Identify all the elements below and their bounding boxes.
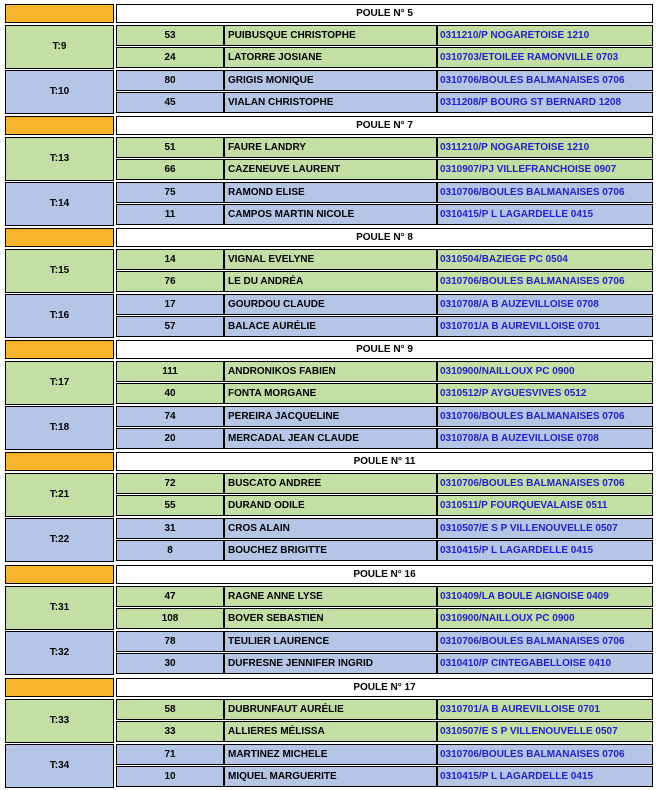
player-number: 76 <box>116 271 224 292</box>
poule-header-swatch <box>5 4 114 23</box>
poule-header-swatch <box>5 565 114 584</box>
player-club: 0310706/BOULES BALMANAISES 0706 <box>437 473 653 494</box>
player-number: 71 <box>116 744 224 765</box>
player-number: 24 <box>116 47 224 68</box>
player-name: RAGNE ANNE LYSE <box>224 586 437 607</box>
player-name: CAMPOS MARTIN NICOLE <box>224 204 437 225</box>
team-label: T:22 <box>5 518 114 562</box>
poule-title: POULE N° 8 <box>116 228 653 247</box>
player-number: 80 <box>116 70 224 91</box>
poule-header <box>5 4 653 23</box>
poule-header <box>5 678 653 697</box>
player-name: LATORRE JOSIANE <box>224 47 437 68</box>
team-block <box>5 586 653 630</box>
player-number: 33 <box>116 721 224 742</box>
poule-header-swatch <box>5 228 114 247</box>
poule-title: POULE N° 9 <box>116 340 653 359</box>
player-number: 58 <box>116 699 224 720</box>
player-club: 0310415/P L LAGARDELLE 0415 <box>437 540 653 561</box>
poule-header-swatch <box>5 452 114 471</box>
player-number: 57 <box>116 316 224 337</box>
player-club: 0310900/NAILLOUX PC 0900 <box>437 361 653 382</box>
player-club: 0310504/BAZIEGE PC 0504 <box>437 249 653 270</box>
player-name: CAZENEUVE LAURENT <box>224 159 437 180</box>
team-label: T:15 <box>5 249 114 293</box>
player-number: 51 <box>116 137 224 158</box>
player-club: 0310706/BOULES BALMANAISES 0706 <box>437 271 653 292</box>
player-name: GOURDOU CLAUDE <box>224 294 437 315</box>
player-club: 0311210/P NOGARETOISE 1210 <box>437 137 653 158</box>
player-name: BOVER SEBASTIEN <box>224 608 437 629</box>
player-number: 111 <box>116 361 224 382</box>
team-block <box>5 631 653 675</box>
team-block <box>5 249 653 293</box>
player-club: 0310907/PJ VILLEFRANCHOISE 0907 <box>437 159 653 180</box>
player-club: 0310415/P L LAGARDELLE 0415 <box>437 204 653 225</box>
player-club: 0311208/P BOURG ST BERNARD 1208 <box>437 92 653 113</box>
player-number: 108 <box>116 608 224 629</box>
team-block <box>5 137 653 181</box>
team-block <box>5 406 653 450</box>
player-club: 0310511/P FOURQUEVALAISE 0511 <box>437 495 653 516</box>
player-name: DURAND ODILE <box>224 495 437 516</box>
player-name: ANDRONIKOS FABIEN <box>224 361 437 382</box>
player-number: 66 <box>116 159 224 180</box>
player-name: PEREIRA JACQUELINE <box>224 406 437 427</box>
player-name: FAURE LANDRY <box>224 137 437 158</box>
player-club: 0310706/BOULES BALMANAISES 0706 <box>437 744 653 765</box>
player-name: VIGNAL EVELYNE <box>224 249 437 270</box>
team-label: T:31 <box>5 586 114 630</box>
player-name: BUSCATO ANDREE <box>224 473 437 494</box>
poule-header <box>5 116 653 135</box>
player-number: 75 <box>116 182 224 203</box>
player-number: 8 <box>116 540 224 561</box>
player-name: RAMOND ELISE <box>224 182 437 203</box>
poule-header-swatch <box>5 678 114 697</box>
player-name: PUIBUSQUE CHRISTOPHE <box>224 25 437 46</box>
team-label: T:18 <box>5 406 114 450</box>
team-label: T:21 <box>5 473 114 517</box>
player-number: 10 <box>116 766 224 787</box>
team-label: T:9 <box>5 25 114 69</box>
player-club: 0310512/P AYGUESVIVES 0512 <box>437 383 653 404</box>
poule-title: POULE N° 17 <box>116 678 653 697</box>
player-name: BOUCHEZ BRIGITTE <box>224 540 437 561</box>
player-name: LE DU ANDRÉA <box>224 271 437 292</box>
player-club: 0310701/A B AUREVILLOISE 0701 <box>437 699 653 720</box>
team-label: T:14 <box>5 182 114 226</box>
player-number: 17 <box>116 294 224 315</box>
player-number: 14 <box>116 249 224 270</box>
player-number: 78 <box>116 631 224 652</box>
team-block <box>5 699 653 743</box>
player-number: 31 <box>116 518 224 539</box>
team-block <box>5 361 653 405</box>
poule-header <box>5 452 653 471</box>
player-club: 0310409/LA BOULE AIGNOISE 0409 <box>437 586 653 607</box>
team-block <box>5 744 653 788</box>
poule-title: POULE N° 11 <box>116 452 653 471</box>
player-number: 20 <box>116 428 224 449</box>
team-block <box>5 518 653 562</box>
poule-header-swatch <box>5 116 114 135</box>
player-name: BALACE AURÉLIE <box>224 316 437 337</box>
player-name: MARTINEZ MICHELE <box>224 744 437 765</box>
player-name: MERCADAL JEAN CLAUDE <box>224 428 437 449</box>
team-label: T:34 <box>5 744 114 788</box>
poule-title: POULE N° 16 <box>116 565 653 584</box>
player-club: 0310706/BOULES BALMANAISES 0706 <box>437 406 653 427</box>
poule-header <box>5 565 653 584</box>
player-club: 0310706/BOULES BALMANAISES 0706 <box>437 182 653 203</box>
player-number: 40 <box>116 383 224 404</box>
team-label: T:32 <box>5 631 114 675</box>
player-club: 0310900/NAILLOUX PC 0900 <box>437 608 653 629</box>
player-club: 0310708/A B AUZEVILLOISE 0708 <box>437 428 653 449</box>
player-number: 55 <box>116 495 224 516</box>
player-name: DUBRUNFAUT AURÉLIE <box>224 699 437 720</box>
player-club: 0310706/BOULES BALMANAISES 0706 <box>437 70 653 91</box>
team-label: T:17 <box>5 361 114 405</box>
player-club: 0310701/A B AUREVILLOISE 0701 <box>437 316 653 337</box>
player-number: 72 <box>116 473 224 494</box>
player-club: 0310415/P L LAGARDELLE 0415 <box>437 766 653 787</box>
player-club: 0310507/E S P VILLENOUVELLE 0507 <box>437 721 653 742</box>
poule-header <box>5 340 653 359</box>
player-club: 0310706/BOULES BALMANAISES 0706 <box>437 631 653 652</box>
poule-title: POULE N° 7 <box>116 116 653 135</box>
team-block <box>5 70 653 114</box>
poule-header-swatch <box>5 340 114 359</box>
player-club: 0310507/E S P VILLENOUVELLE 0507 <box>437 518 653 539</box>
player-number: 53 <box>116 25 224 46</box>
player-name: DUFRESNE JENNIFER INGRID <box>224 653 437 674</box>
team-block <box>5 473 653 517</box>
player-number: 45 <box>116 92 224 113</box>
player-name: VIALAN CHRISTOPHE <box>224 92 437 113</box>
player-number: 11 <box>116 204 224 225</box>
player-number: 47 <box>116 586 224 607</box>
player-number: 74 <box>116 406 224 427</box>
poule-title: POULE N° 5 <box>116 4 653 23</box>
team-label: T:16 <box>5 294 114 338</box>
player-club: 0310410/P CINTEGABELLOISE 0410 <box>437 653 653 674</box>
player-name: FONTA MORGANE <box>224 383 437 404</box>
player-number: 30 <box>116 653 224 674</box>
team-block <box>5 294 653 338</box>
player-name: MIQUEL MARGUERITE <box>224 766 437 787</box>
team-block <box>5 25 653 69</box>
player-name: ALLIERES MÉLISSA <box>224 721 437 742</box>
player-name: GRIGIS MONIQUE <box>224 70 437 91</box>
team-block <box>5 182 653 226</box>
player-club: 0311210/P NOGARETOISE 1210 <box>437 25 653 46</box>
player-club: 0310708/A B AUZEVILLOISE 0708 <box>437 294 653 315</box>
player-name: TEULIER LAURENCE <box>224 631 437 652</box>
team-label: T:10 <box>5 70 114 114</box>
poule-header <box>5 228 653 247</box>
team-label: T:33 <box>5 699 114 743</box>
player-club: 0310703/ETOILEE RAMONVILLE 0703 <box>437 47 653 68</box>
player-name: CROS ALAIN <box>224 518 437 539</box>
team-label: T:13 <box>5 137 114 181</box>
